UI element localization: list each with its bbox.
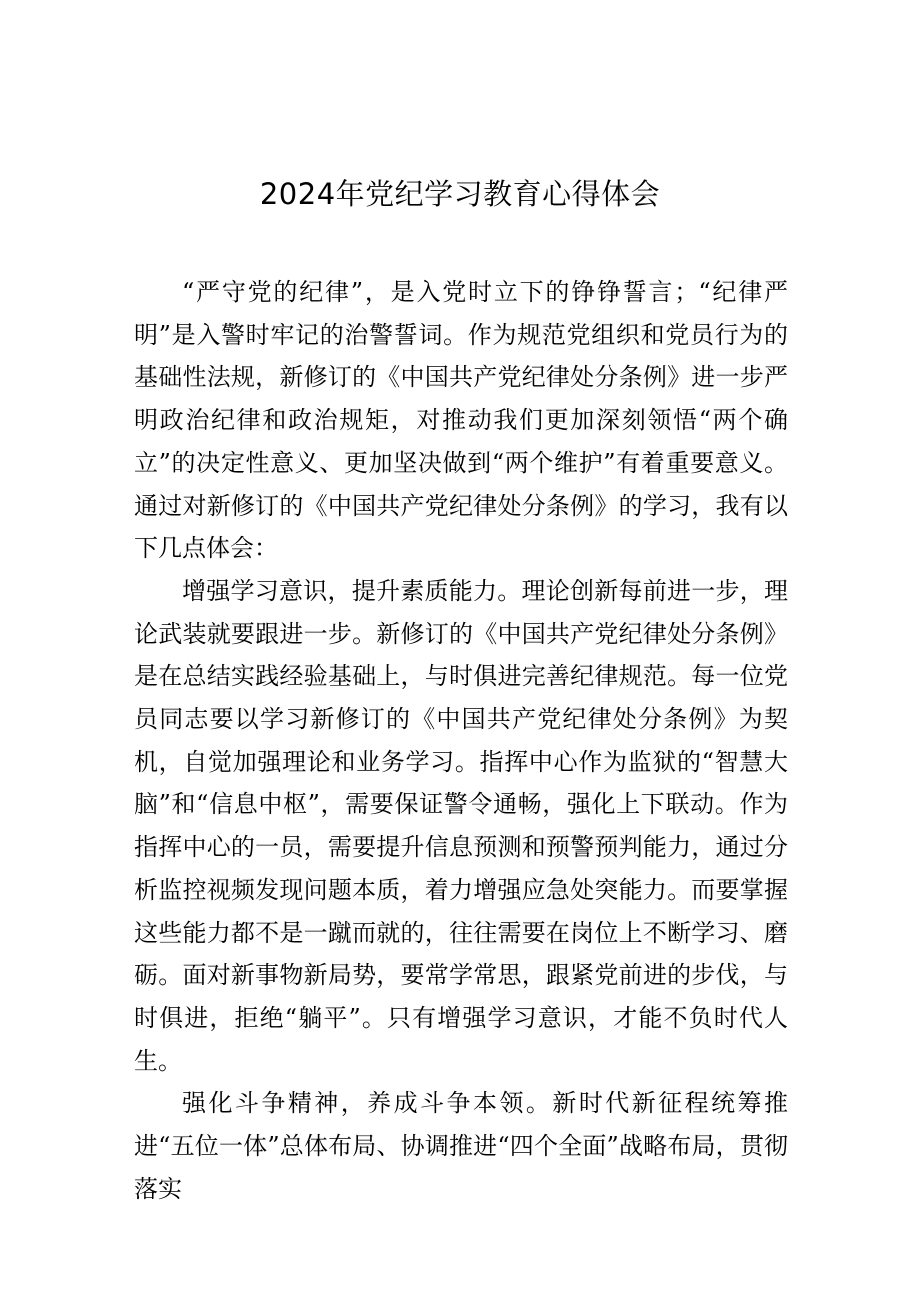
document-title: 2024年党纪学习教育心得体会 (259, 177, 661, 211)
paragraph-study-awareness: 增强学习意识，提升素质能力。理论创新每前进一步，理论武装就要跟进一步。新修订的《中国共产党纪律处分条例》是在总结实践经验基础上，与时俱进完善纪律规范。每一位党员同志要以学习新修订的《中国共产党纪律处分条例》为契机，自觉加强理论和业务学习。指挥中心作为监狱的“智慧大脑”和“信息中枢”，需要保证警令通畅，强化上下联动。作为指挥中心的一员，需要提升信息预测和预警预判能力，通过分析监控视频发现问题本质，着力增强应急处突能力。而要掌握这些能力都不是一蹴而就的，往往需要在岗位上不断学习、磨砺。面对新事物新局势，要常学常思，跟紧党前进的步伐，与时俱进，拒绝“躺平”。只有增强学习意识，才能不负时代人生。 (134, 576, 788, 1075)
document-body (134, 271, 788, 1210)
paragraph-struggle-spirit: 强化斗争精神，养成斗争本领。新时代新征程统筹推进“五位一体”总体布局、协调推进“四个全面”战略布局，贯彻落实 (134, 1089, 788, 1203)
paragraph-intro: “严守党的纪律”，是入党时立下的铮铮誓言；“纪律严明”是入警时牢记的治警誓词。作为规范党组织和党员行为的基础性法规，新修订的《中国共产党纪律处分条例》进一步严明政治纪律和政治规矩，对推动我们更加深刻领悟“两个确立”的决定性意义、更加坚决做到“两个维护”有着重要意义。通过对新修订的《中国共产党纪律处分条例》的学习，我有以下几点体会： (134, 278, 788, 563)
